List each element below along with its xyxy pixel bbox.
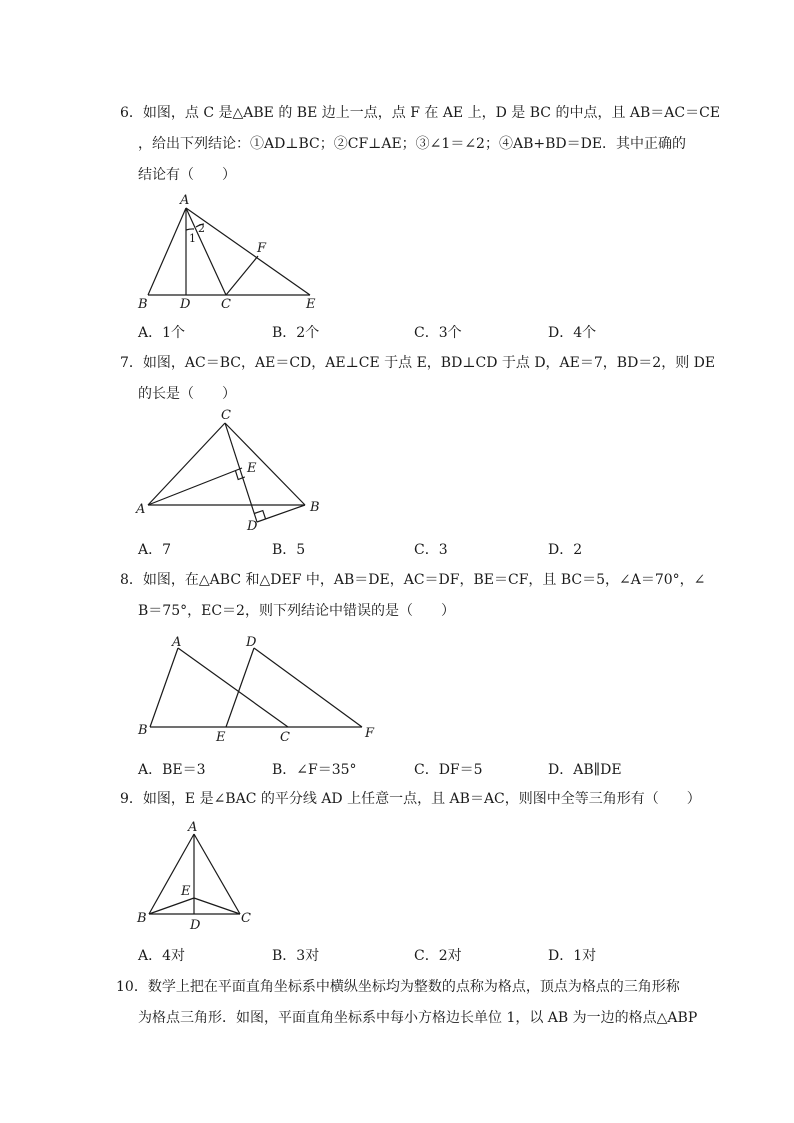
q7-options xyxy=(138,539,738,559)
q6-option-a[interactable]: A．1个 xyxy=(138,325,186,341)
q9-label-C: C xyxy=(241,911,251,926)
q10-line-1: 10．数学上把在平面直角坐标系中横纵坐标均为整数的点称为格点，顶点为格点的三角形称 xyxy=(116,979,680,995)
q8-option-a[interactable]: A．BE＝3 xyxy=(138,762,206,778)
q6-label-A: A xyxy=(180,193,190,208)
q7-option-b[interactable]: B．5 xyxy=(272,542,306,558)
q6-label-B: B xyxy=(138,297,148,312)
q8-label-A: A xyxy=(172,635,182,650)
q9-figure xyxy=(130,818,265,933)
q9-option-b[interactable]: B．3对 xyxy=(272,948,320,964)
q6-line-2: ，给出下列结论：①AD⊥BC；②CF⊥AE；③∠1＝∠2；④AB+BD＝DE．其中正确的 xyxy=(138,136,687,152)
q7-option-d[interactable]: D．2 xyxy=(548,542,583,558)
q7-figure xyxy=(130,405,330,535)
q8-label-C: C xyxy=(280,730,290,745)
q6-label-2: 2 xyxy=(198,222,205,235)
q6-label-F: F xyxy=(257,241,267,256)
q6-figure xyxy=(130,190,330,315)
q6-option-d[interactable]: D．4个 xyxy=(548,325,597,341)
q9-option-a[interactable]: A．4对 xyxy=(138,948,186,964)
q9-label-D: D xyxy=(190,918,201,933)
q6-option-c[interactable]: C．3个 xyxy=(414,325,462,341)
q7-line-2: 的长是（ ） xyxy=(138,386,236,402)
q7-option-a[interactable]: A．7 xyxy=(138,542,172,558)
q8-line-1: 8．如图，在△ABC 和△DEF 中，AB＝DE，AC＝DF，BE＝CF，且 BC＝5，∠A＝70°，∠ xyxy=(120,572,706,588)
q6-options xyxy=(138,322,738,342)
q8-option-c[interactable]: C．DF＝5 xyxy=(414,762,483,778)
q8-option-d[interactable]: D．AB∥DE xyxy=(548,762,622,778)
q7-option-c[interactable]: C．3 xyxy=(414,542,448,558)
q7-label-E: E xyxy=(247,461,257,476)
q9-option-d[interactable]: D．1对 xyxy=(548,948,597,964)
q9-line-1: 9．如图，E 是∠BAC 的平分线 AD 上任意一点，且 AB＝AC，则图中全等三角形有（ ） xyxy=(120,791,701,807)
q7-label-C: C xyxy=(221,408,231,423)
q7-label-A: A xyxy=(136,502,146,517)
q9-label-A: A xyxy=(188,820,198,835)
q7-line-1: 7．如图，AC＝BC，AE＝CD，AE⊥CE 于点 E，BD⊥CD 于点 D，AE＝7，BD＝2，则 DE xyxy=(120,355,716,371)
q6-option-b[interactable]: B．2个 xyxy=(272,325,320,341)
q6-line-1: 6．如图，点 C 是△ABE 的 BE 边上一点，点 F 在 AE 上，D 是 BC 的中点，且 AB＝AC＝CE xyxy=(120,105,721,121)
q6-label-C: C xyxy=(221,297,231,312)
q6-label-E: E xyxy=(306,297,316,312)
q8-label-E: E xyxy=(216,730,226,745)
q9-option-c[interactable]: C．2对 xyxy=(414,948,462,964)
q6-label-1: 1 xyxy=(189,232,196,245)
q9-options xyxy=(138,945,738,965)
q8-label-B: B xyxy=(138,723,148,738)
q9-label-B: B xyxy=(137,911,147,926)
q8-figure xyxy=(130,632,390,747)
q10-line-2: 为格点三角形．如图，平面直角坐标系中每小方格边长单位 1，以 AB 为一边的格点△ABP xyxy=(138,1010,698,1026)
q9-label-E: E xyxy=(181,884,191,899)
q7-label-B: B xyxy=(310,500,320,515)
q8-option-b[interactable]: B．∠F＝35° xyxy=(272,762,357,778)
q7-label-D: D xyxy=(247,519,258,534)
q8-label-D: D xyxy=(246,635,257,650)
q6-line-3: 结论有（ ） xyxy=(138,167,236,183)
q8-options xyxy=(138,759,738,779)
q8-line-2: B＝75°，EC＝2，则下列结论中错误的是（ ） xyxy=(138,603,455,619)
q8-label-F: F xyxy=(365,726,375,741)
q6-label-D: D xyxy=(180,297,191,312)
